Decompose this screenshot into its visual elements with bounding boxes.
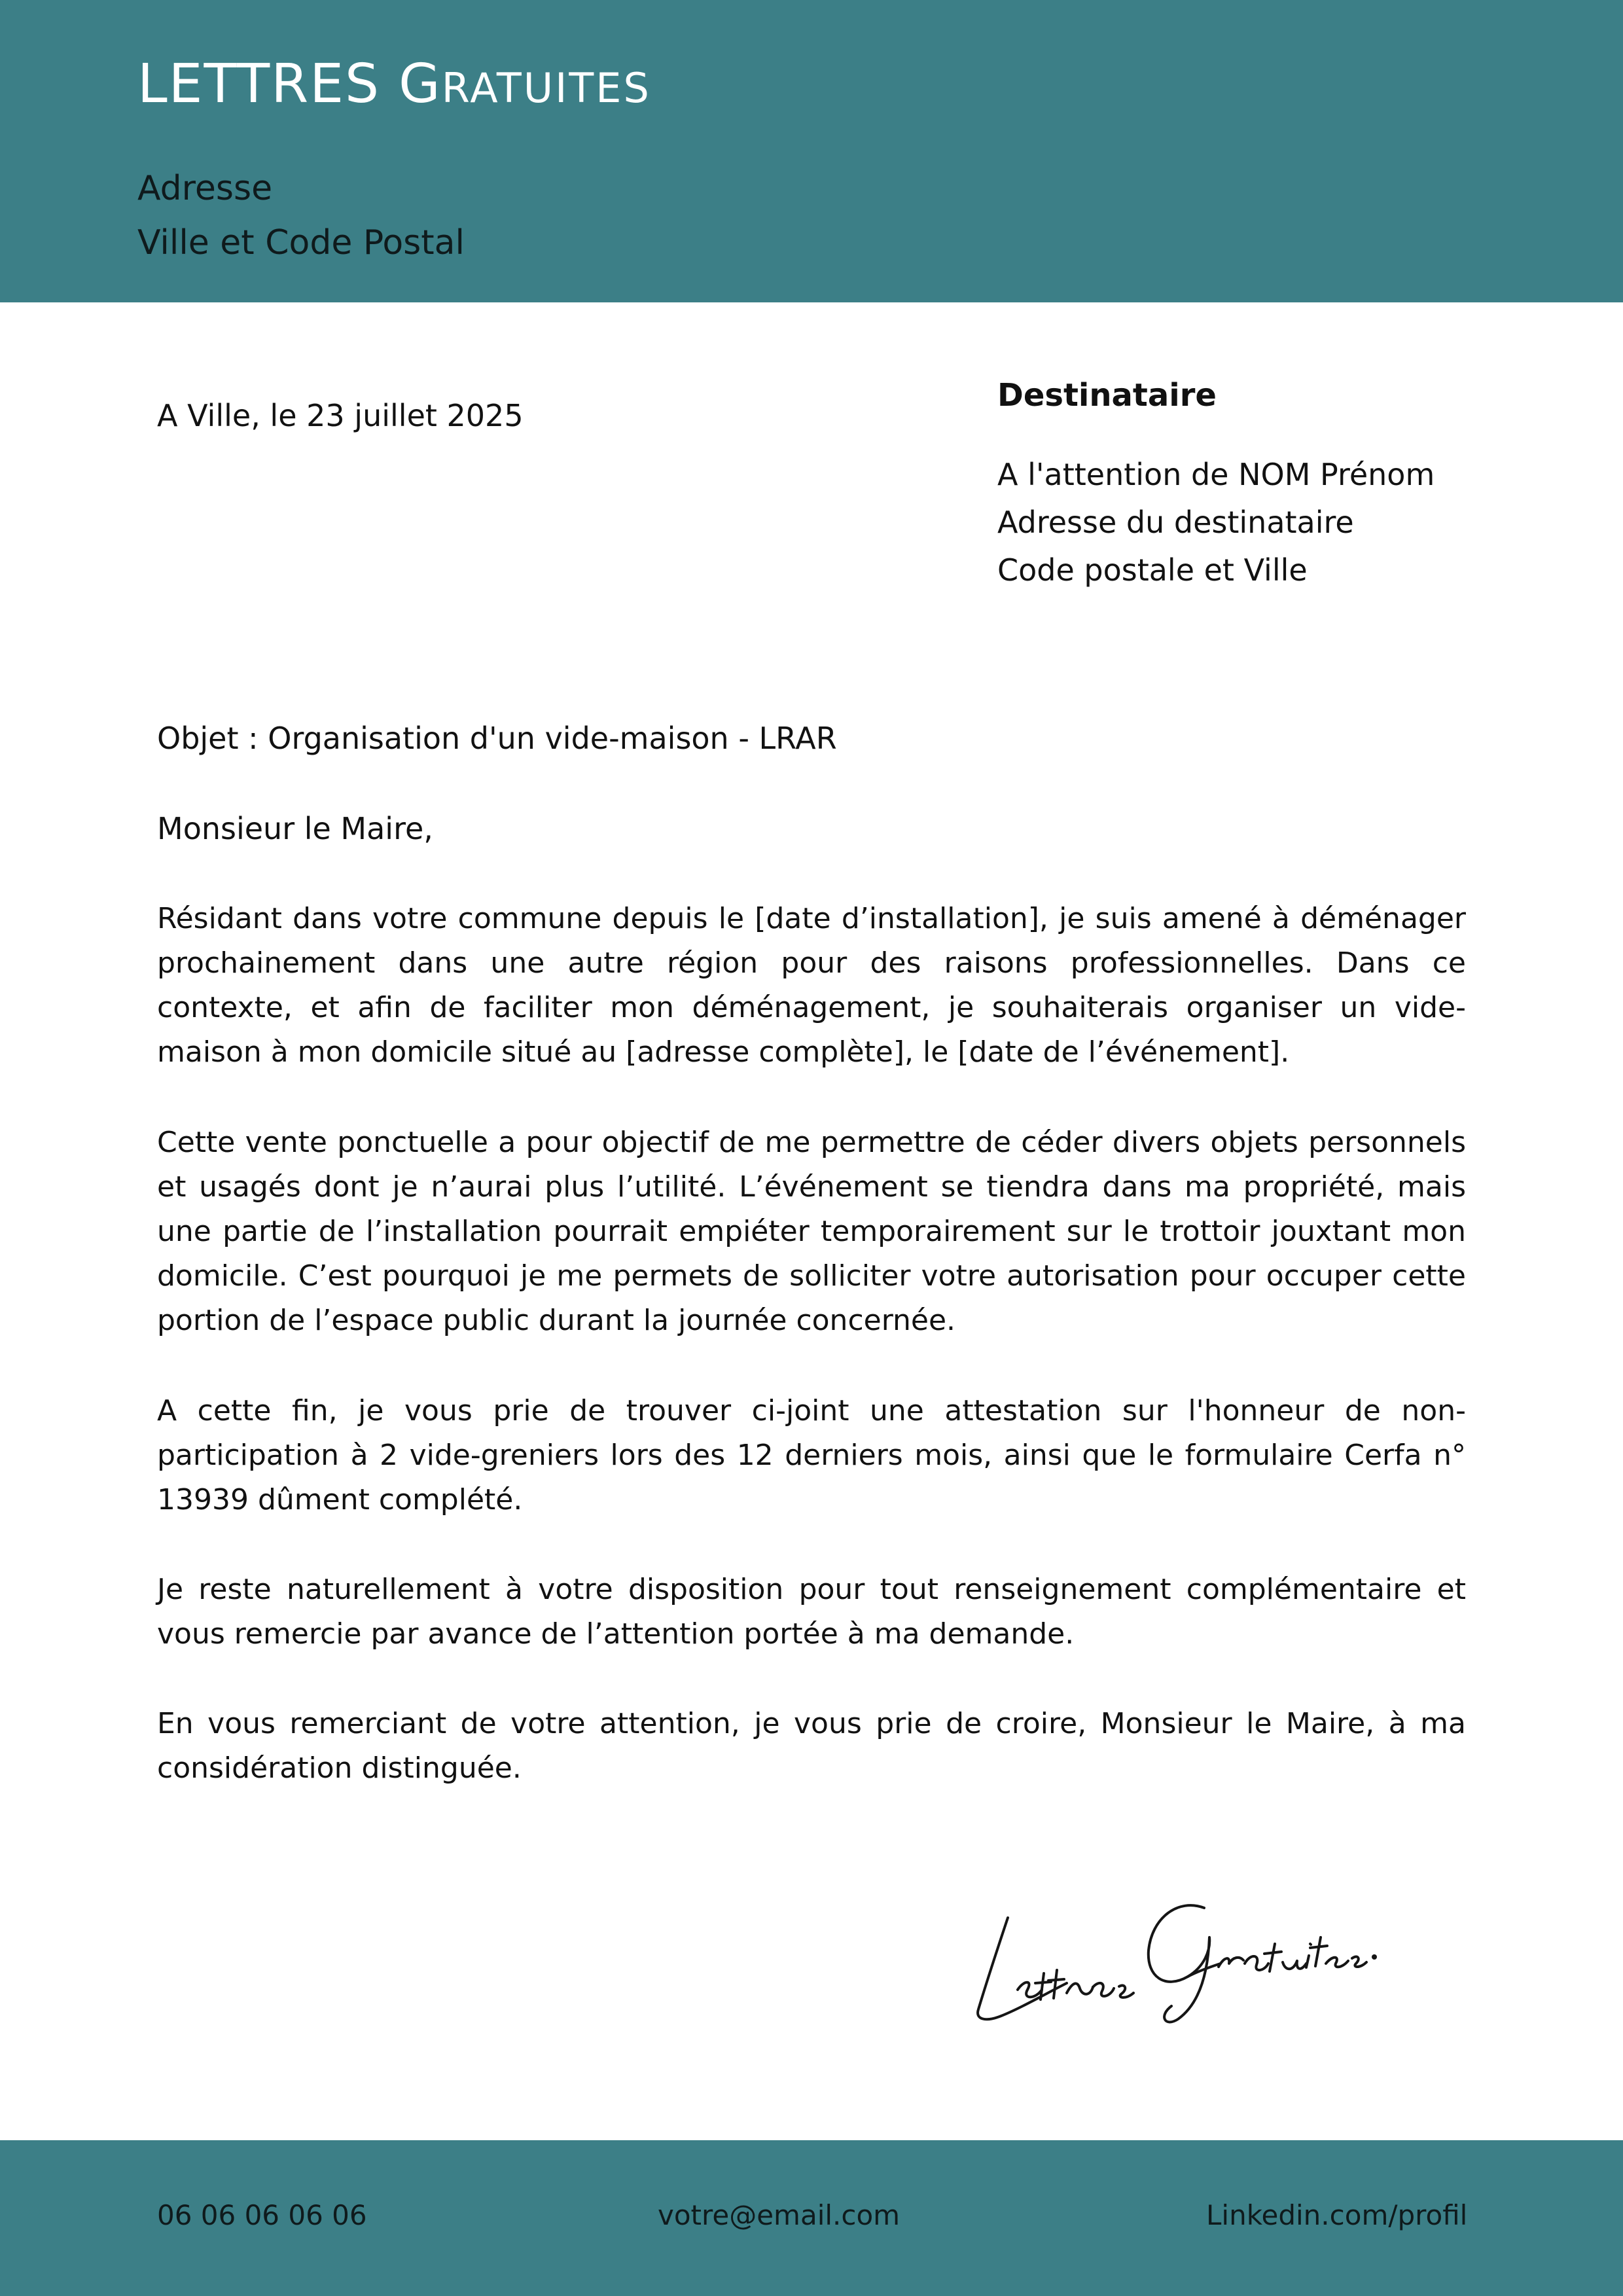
recipient-title: Destinataire [997, 377, 1217, 414]
handwritten-signature [962, 1859, 1381, 2029]
sender-address: Adresse [137, 169, 273, 208]
recipient-address: Adresse du destinataire [997, 505, 1354, 540]
sender-city-postal: Ville et Code Postal [137, 223, 465, 262]
footer-phone: 06 06 06 06 06 [157, 2199, 367, 2231]
brand-word-1: LETTRES [137, 53, 381, 115]
recipient-city: Code postale et Ville [997, 552, 1308, 588]
body-paragraph-4: Je reste naturellement à votre disposition pour tout renseignement complémentaire et vous remercie par avance de l’attention portée à ma demande. [157, 1573, 1466, 1651]
brand-word-2-rest: RATUITES [441, 64, 651, 112]
letter-salutation: Monsieur le Maire, [157, 811, 433, 846]
recipient-attention: A l'attention de NOM Prénom [997, 457, 1435, 492]
footer-linkedin: Linkedin.com/profil [1206, 2199, 1468, 2231]
letter-date: A Ville, le 23 juillet 2025 [157, 398, 524, 433]
letter-object: Objet : Organisation d'un vide-maison - LRAR [157, 721, 837, 756]
body-paragraph-3: A cette fin, je vous prie de trouver ci-joint une attestation sur l'honneur de non-participation à 2 vide-greniers lors des 12 derniers mois, ainsi que le formulaire Cerfa n° 13939 dûment complété. [157, 1394, 1466, 1516]
body-paragraph-5: En vous remerciant de votre attention, je vous prie de croire, Monsieur le Maire, à ma considération distinguée. [157, 1707, 1466, 1785]
footer-email: votre@email.com [658, 2199, 901, 2231]
brand-word-2-initial: G [399, 53, 442, 115]
brand-logo [137, 53, 651, 115]
body-paragraph-2: Cette vente ponctuelle a pour objectif de me permettre de céder divers objets personnels et usagés dont je n’aurai plus l’utilité. L’événement se tiendra dans ma propriété, mais une partie de l’installation pourrait empiéter temporairement sur le trottoir jouxtant mon domicile. C’est pourquoi je me permets de solliciter votre autorisation pour occuper cette portion de l’espace public durant la journée concernée. [157, 1126, 1466, 1337]
body-paragraph-1: Résidant dans votre commune depuis le [date d’installation], je suis amené à déménager prochainement dans une autre région pour des raisons professionnelles. Dans ce contexte, et afin de faciliter mon déménagement, je souhaiterais organiser un vide-maison à mon domicile situé au [adresse complète], le [date de l’événement]. [157, 902, 1466, 1069]
